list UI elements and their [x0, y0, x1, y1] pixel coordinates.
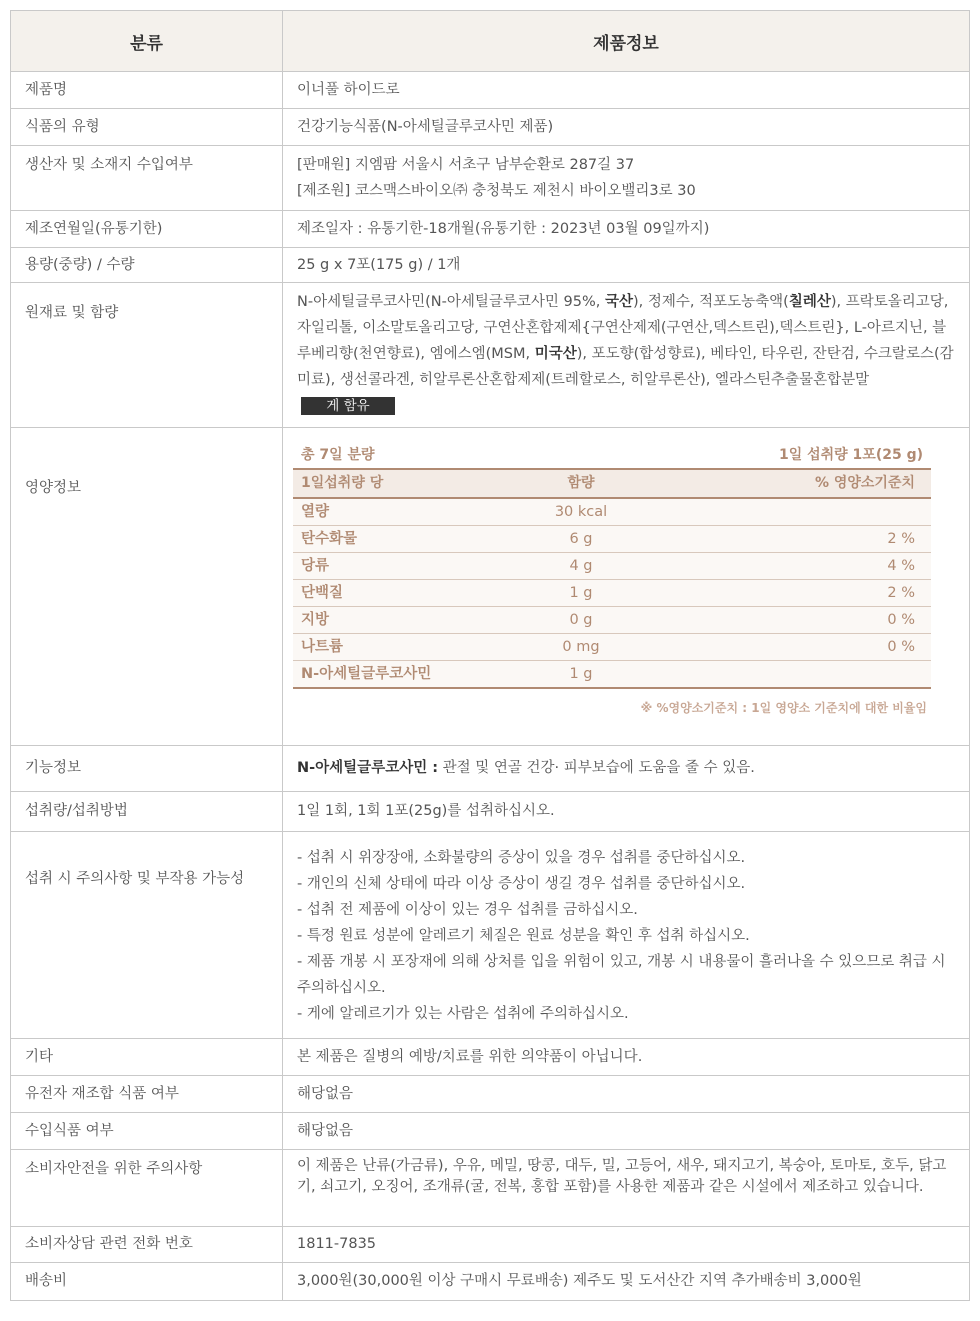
value-ingredients: N-아세틸글루코사민(N-아세틸글루코사민 95%, 국산), 정제수, 적포도농축액(칠레산), 프락토올리고당, 자일리톨, 이소말토올리고당, 구연산혼합제제{구연산제제(구연산,덱스트린),덱스트린}, L-아르지닌, 블루베리향(천연향료), 엠에스엠(MSM, 미국산), 포도향(합성향료), 베타인, 타우린, 잔탄검, 수크랄로스(감미료), 생선콜라겐, 히알루론산혼합제제(트레할로스, 히알루론산), 엘라스틴추출물혼합분말게 함유: [297, 294, 954, 414]
nutrition-row: 나트륨 0 mg 0 %: [293, 634, 931, 661]
label-nutrition: 영양정보: [25, 480, 82, 496]
value-gmo: 해당없음: [297, 1086, 354, 1102]
label-producer: 생산자 및 소재지 수입여부: [25, 157, 193, 173]
value-shipping: 3,000원(30,000원 이상 구매시 무료배송) 제주도 및 도서산간 지역 추가배송비 3,000원: [297, 1273, 862, 1289]
row-intake: [11, 792, 970, 832]
nutrition-row: 당류 4 g 4 %: [293, 553, 931, 580]
nutrition-total: 총 7일 분량: [301, 447, 375, 463]
nutrition-row: 열량 30 kcal: [293, 499, 931, 526]
nutrition-summary: [293, 442, 931, 470]
nutrition-serving: 1일 섭취량 1포(25 g): [778, 447, 923, 463]
product-info-table: [10, 10, 970, 1301]
label-product-name: 제품명: [25, 82, 68, 98]
row-producer: [11, 146, 970, 211]
value-etc: 본 제품은 질병의 예방/치료를 위한 의약품이 아닙니다.: [297, 1049, 643, 1065]
origin-usa: 미국산: [534, 346, 577, 362]
value-intake: 1일 1회, 1회 1포(25g)를 섭취하십시오.: [297, 803, 555, 819]
row-function: [11, 746, 970, 792]
header-category: 분류: [11, 11, 283, 72]
caution-line: - 섭취 전 제품에 이상이 있는 경우 섭취를 금하십시오.: [297, 902, 638, 918]
row-cautions: [11, 832, 970, 1039]
value-expiry: 제조일자 : 유통기한-18개월(유통기한 : 2023년 03월 09일까지): [297, 221, 710, 237]
nutrition-row: 지방 0 g 0 %: [293, 607, 931, 634]
row-volume: [11, 248, 970, 283]
row-shipping: [11, 1263, 970, 1301]
value-food-type: 건강기능식품(N-아세틸글루코사민 제품): [297, 119, 554, 135]
nutrition-col-per: 1일섭취량 당: [301, 475, 384, 491]
label-expiry: 제조연월일(유통기한): [25, 221, 163, 237]
row-phone: [11, 1227, 970, 1263]
value-imported: 해당없음: [297, 1123, 354, 1139]
nutrition-col-dv: % 영양소기준치: [814, 475, 915, 491]
value-consumer-safety: 이 제품은 난류(가금류), 우유, 메밀, 땅콩, 대두, 밀, 고등어, 새우, 돼지고기, 복숭아, 토마토, 호두, 닭고기, 쇠고기, 오징어, 조개류(굴, 전복, 홍합 포함)를 사용한 제품과 같은 시설에서 제조하고 있습니다.: [297, 1158, 947, 1195]
label-shipping: 배송비: [25, 1273, 68, 1289]
label-ingredients: 원재료 및 함량: [25, 305, 119, 321]
nutrition-table: [293, 442, 931, 716]
label-cautions: 섭취 시 주의사항 및 부작용 가능성: [25, 871, 245, 887]
value-product-name: 이너풀 하이드로: [297, 82, 400, 98]
caution-line: - 특정 원료 성분에 알레르기 체질은 원료 성분을 확인 후 섭취 하십시오.: [297, 928, 750, 944]
value-function: N-아세틸글루코사민 : 관절 및 연골 건강· 피부보습에 도움을 줄 수 있음.: [297, 760, 755, 776]
value-volume: 25 g x 7포(175 g) / 1개: [297, 257, 461, 273]
label-phone: 소비자상담 관련 전화 번호: [25, 1236, 193, 1252]
nutrition-row: N-아세틸글루코사민 1 g: [293, 661, 931, 689]
value-seller: [판매원] 지엠팜 서울시 서초구 남부순환로 287길 37: [297, 157, 635, 173]
label-function: 기능정보: [25, 760, 82, 776]
label-gmo: 유전자 재조합 식품 여부: [25, 1086, 179, 1102]
row-expiry: [11, 211, 970, 248]
label-volume: 용량(중량) / 수량: [25, 257, 135, 273]
row-consumer-safety: [11, 1150, 970, 1227]
row-imported: [11, 1113, 970, 1150]
nutrition-header: [293, 470, 931, 499]
value-phone: 1811-7835: [297, 1236, 377, 1252]
caution-line: - 제품 개봉 시 포장재에 의해 상처를 입을 위험이 있고, 개봉 시 내용물이 흘러나올 수 있으므로 취급 시 주의하십시오.: [297, 954, 946, 996]
origin-chile: 칠레산: [788, 294, 831, 310]
label-etc: 기타: [25, 1049, 54, 1065]
nutrition-row: 단백질 1 g 2 %: [293, 580, 931, 607]
allergen-badge: 게 함유: [301, 397, 395, 415]
value-manufacturer: [제조원] 코스맥스바이오㈜ 충청북도 제천시 바이오밸리3로 30: [297, 183, 696, 199]
row-ingredients: [11, 283, 970, 428]
nutrition-note: ※ %영양소기준치 : 1일 영양소 기준치에 대한 비율임: [640, 701, 927, 715]
nutrition-col-amount: 함량: [567, 475, 595, 491]
origin-domestic: 국산: [604, 294, 633, 310]
caution-line: - 섭취 시 위장장애, 소화불량의 증상이 있을 경우 섭취를 중단하십시오.: [297, 850, 746, 866]
row-food-type: [11, 109, 970, 146]
label-imported: 수입식품 여부: [25, 1123, 114, 1139]
label-consumer-safety: 소비자안전을 위한 주의사항: [25, 1161, 203, 1177]
header-product-info: 제품정보: [283, 11, 970, 72]
row-etc: [11, 1039, 970, 1076]
caution-line: - 개인의 신체 상태에 따라 이상 증상이 생길 경우 섭취를 중단하십시오.: [297, 876, 746, 892]
row-nutrition: [11, 428, 970, 746]
row-gmo: [11, 1076, 970, 1113]
caution-line: - 게에 알레르기가 있는 사람은 섭취에 주의하십시오.: [297, 1006, 629, 1022]
label-food-type: 식품의 유형: [25, 119, 100, 135]
nutrition-row: 탄수화물 6 g 2 %: [293, 526, 931, 553]
row-product-name: [11, 72, 970, 109]
label-intake: 섭취량/섭취방법: [25, 803, 128, 819]
